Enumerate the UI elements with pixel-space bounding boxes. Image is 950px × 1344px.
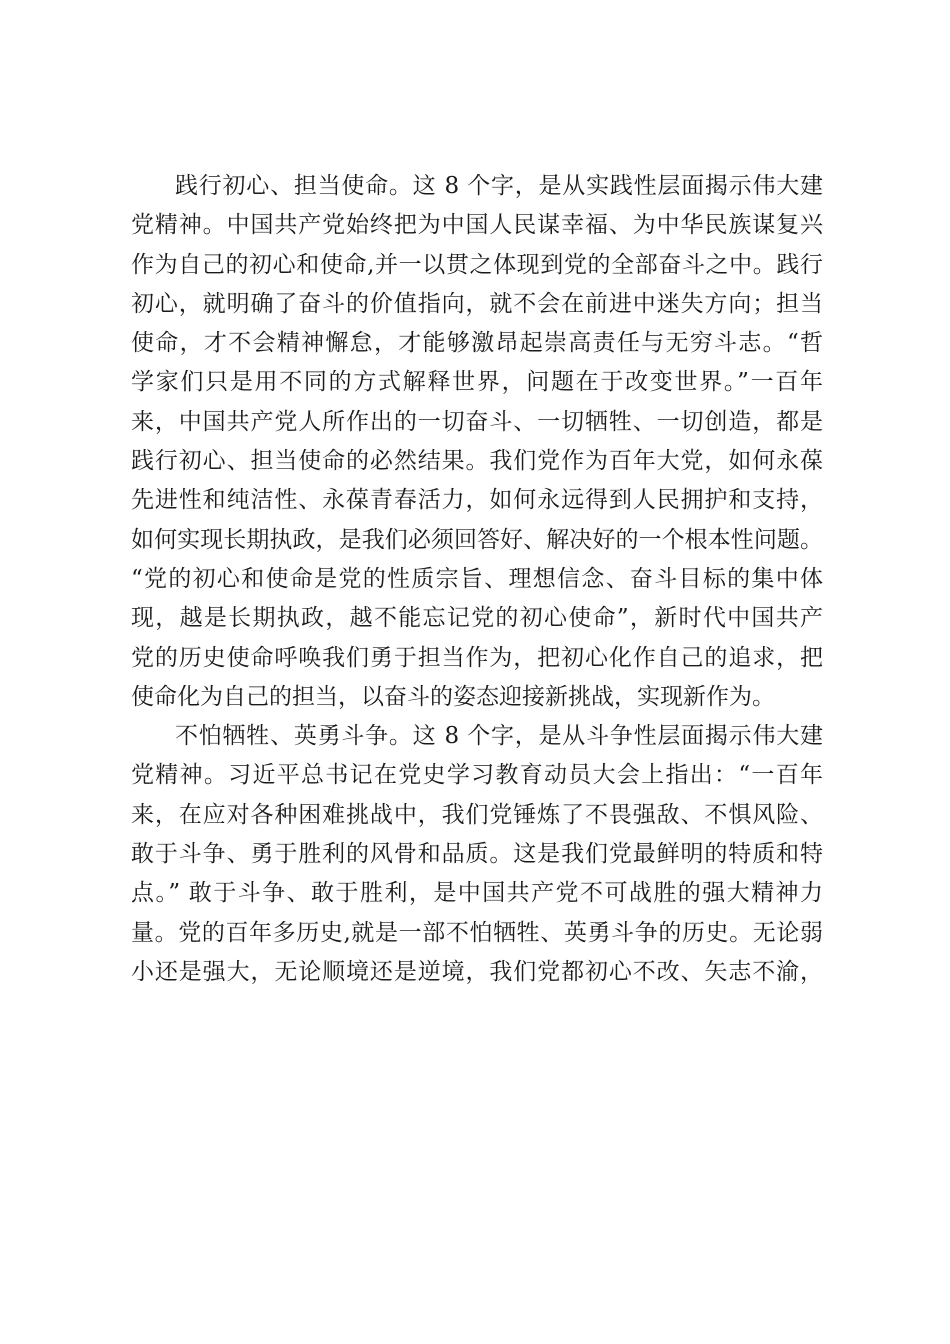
text-line: 量。党的百年多历史,就是一部不怕牺牲、英勇斗争的历史。无论弱 (131, 919, 823, 946)
text-line: 作为自己的初心和使命,并一以贯之体现到党的全部奋斗之中。践行 (131, 251, 823, 278)
document-body (131, 167, 823, 992)
text-line: 践行初心、担当使命的必然结果。我们党作为百年大党，如何永葆 (131, 448, 823, 475)
text-line: 党精神。中国共产党始终把为中国人民谋幸福、为中华民族谋复兴 (131, 212, 823, 239)
text-line: 来，中国共产党人所作出的一切奋斗、一切牺牲、一切创造，都是 (131, 408, 823, 435)
text-line: 现，越是长期执政，越不能忘记党的初心使命”，新时代中国共产 (131, 605, 823, 632)
text-line: 学家们只是用不同的方式解释世界，问题在于改变世界。”一百年 (131, 369, 823, 396)
text-line: 先进性和纯洁性、永葆青春活力，如何永远得到人民拥护和支持， (131, 487, 823, 514)
paragraph-fearless-struggle (131, 717, 823, 992)
paragraph-practice-mission (131, 167, 823, 717)
text-line: 小还是强大，无论顺境还是逆境，我们党都初心不改、矢志不渝， (131, 958, 823, 985)
text-line: 敢于斗争、勇于胜利的风骨和品质。这是我们党最鲜明的特质和特 (131, 841, 823, 868)
text-line: 党精神。习近平总书记在党史学习教育动员大会上指出：“一百年 (131, 762, 823, 789)
text-line: 使命化为自己的担当，以奋斗的姿态迎接新挑战，实现新作为。 (131, 683, 775, 710)
text-line: 来，在应对各种困难挑战中，我们党锤炼了不畏强敌、不惧风险、 (131, 801, 823, 828)
text-line: 践行初心、担当使命。这 8 个字，是从实践性层面揭示伟大建 (175, 173, 823, 199)
text-line: “党的初心和使命是党的性质宗旨、理想信念、奋斗目标的集中体 (131, 565, 823, 592)
text-line: 初心，就明确了奋斗的价值指向，就不会在前进中迷失方向；担当 (131, 290, 823, 317)
text-line: 不怕牺牲、英勇斗争。这 8 个字，是从斗争性层面揭示伟大建 (175, 723, 823, 750)
text-line: 党的历史使命呼唤我们勇于担当作为，把初心化作自己的追求，把 (131, 644, 823, 671)
text-line: 如何实现长期执政，是我们必须回答好、解决好的一个根本性问题。 (131, 526, 823, 553)
text-line: 点。” 敢于斗争、敢于胜利，是中国共产党不可战胜的强大精神力 (131, 880, 823, 907)
text-line: 使命，才不会精神懈怠，才能够激昂起崇高责任与无穷斗志。“哲 (131, 330, 823, 357)
